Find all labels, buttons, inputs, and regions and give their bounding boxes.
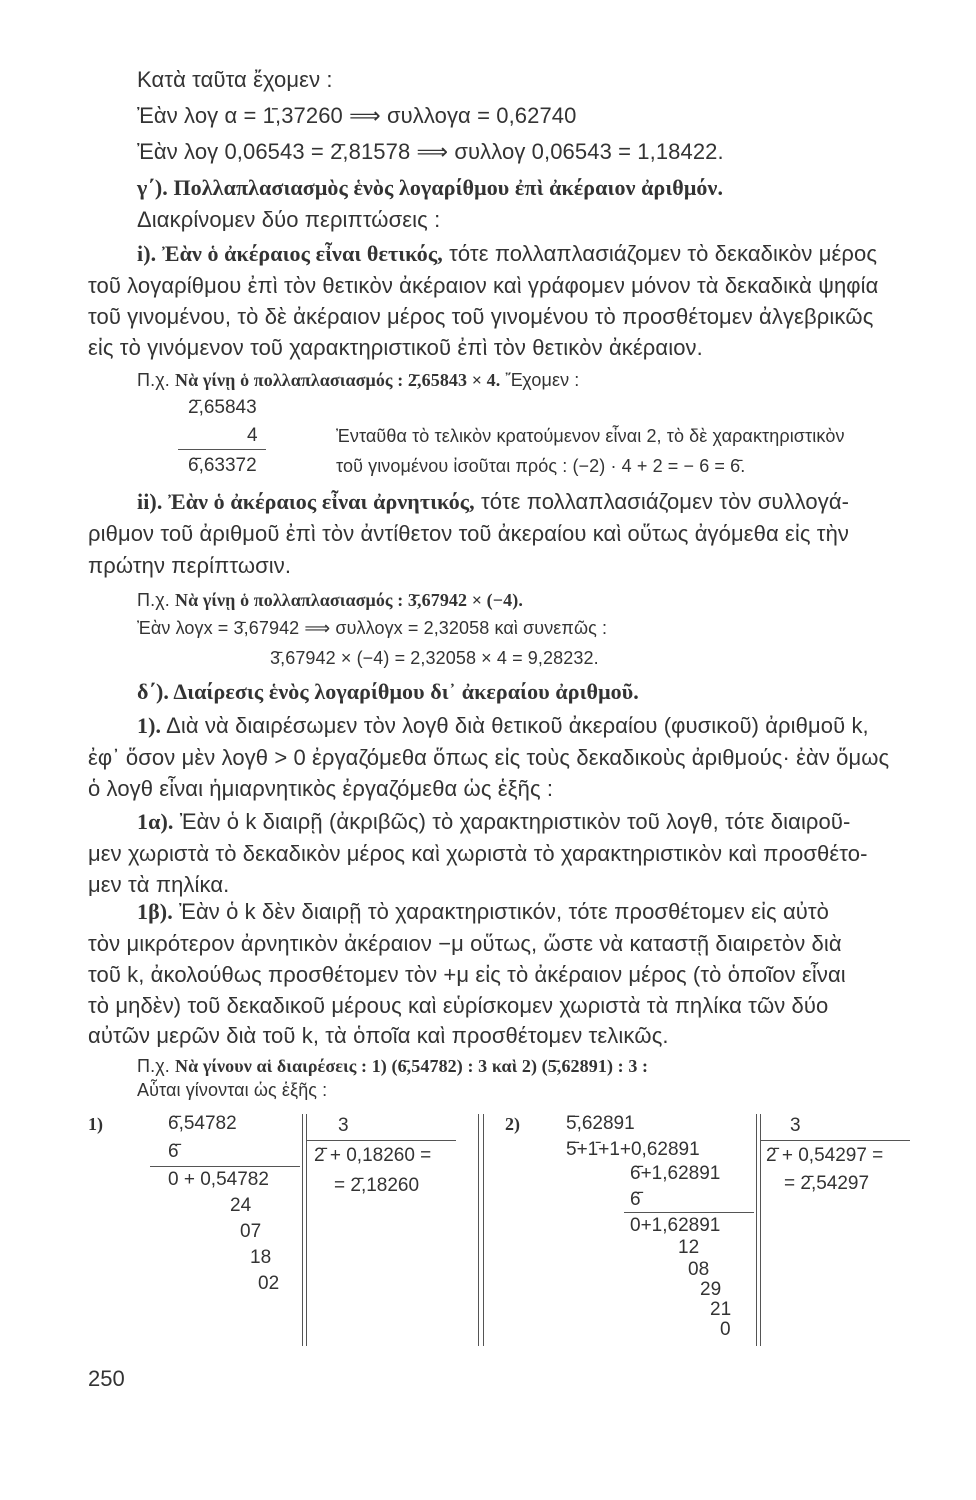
text-line: ὁ λογθ εἶναι ἡμιαρνητικὸς ἐργαζόμεθα ὡς ἑξῆς : (88, 776, 554, 801)
multiplier: 4 (247, 425, 258, 446)
division-label: 2) (505, 1114, 520, 1134)
partial-step: 29 (700, 1279, 722, 1300)
formula-line: Ἐὰν λογ 0,06543 = 2̄,81578 ⟹ συλλογ 0,06543 = 1,18422. (137, 139, 724, 164)
multiplicand: 2̄,65843 (188, 397, 257, 418)
column-separator (483, 1114, 484, 1346)
expansion-step: 5̄+1̄+1+0,62891 (566, 1139, 700, 1160)
column-separator (478, 1114, 479, 1346)
case-text: τότε πολλαπλασιάζομεν τὸ δεκαδικὸν μέρος (449, 241, 878, 266)
rule (150, 1166, 300, 1167)
case-text: τότε πολλαπλασιάζομεν τὸν συλλογά- (481, 489, 850, 514)
text-line: τοῦ γινομένου, τὸ δὲ ἀκέραιον μέρος τοῦ γινομένου τὸ προσθέτομεν ἀλγεβρικῶς (88, 304, 874, 329)
example-line (137, 368, 579, 392)
text-line (137, 808, 850, 836)
text-line: Αὗται γίνονται ὡς ἑξῆς : (137, 1080, 328, 1100)
text-line: τὸ μηδὲν) τοῦ δεκαδικοῦ μέρους καὶ εὑρίσκομεν χωριστὰ τὰ πηλίκα τῶν δύο (88, 993, 829, 1018)
section-heading: γ΄). Πολλαπλασιασμὸς ἑνὸς λογαρίθμου ἐπὶ ἀκέραιον ἀριθμόν. (137, 175, 724, 200)
text-line (137, 712, 869, 740)
note-line: τοῦ γινομένου ἰσοῦται πρός : (−2) · 4 + 2 = − 6 = 6̄. (336, 456, 746, 476)
divisor: 3 (790, 1115, 801, 1136)
case-label: 1β). (137, 899, 173, 924)
case-label: i). Ἐὰν ὁ ἀκέραιος εἶναι θετικός, (137, 241, 443, 266)
dividend: 6̄,54782 (168, 1113, 237, 1134)
formula-line: Ἐὰν λογx = 3̄,67942 ⟹ συλλογx = 2,32058 καὶ συνεπῶς : (137, 618, 608, 638)
text-line: πρώτην περίπτωσιν. (88, 553, 292, 578)
text-line: ριθμον τοῦ ἀριθμοῦ ἐπὶ τὸν ἀντίθετον τοῦ ἀκεραίου καὶ οὕτως ἀγόμεθα εἰς τὴν (88, 521, 850, 546)
text-line: Διακρίνομεν δύο περιπτώσεις : (137, 207, 441, 232)
text-line: ἐφ᾿ ὅσον μὲν λογθ > 0 ἐργαζόμεθα ὅπως εἰς τοὺς δεκαδικοὺς ἀριθμούς· ἐὰν ὅμως (88, 745, 890, 770)
example-line (137, 1054, 648, 1078)
case-text: Διὰ νὰ διαιρέσωμεν τὸν λογθ διὰ θετικοῦ ἀκεραίου (φυσικοῦ) ἀριθμοῦ k, (166, 713, 869, 738)
division-label: 1) (88, 1114, 103, 1134)
example-prefix: Π.χ. (137, 590, 170, 610)
rule (624, 1212, 754, 1213)
case-label: ii). Ἐὰν ὁ ἀκέραιος εἶναι ἀρνητικός, (137, 489, 475, 514)
formula-line: 3̄,67942 × (−4) = 2,32058 × 4 = 9,28232. (270, 648, 599, 668)
product: 6̄,63372 (188, 455, 257, 476)
quotient: 2̄ + 0,54297 = (766, 1145, 884, 1166)
rule (760, 1140, 910, 1141)
case-text: Ἐὰν ὁ k διαιρῇ (ἀκριβῶς) τὸ χαρακτηριστικὸν τοῦ λογθ, τότε διαιροῦ- (179, 809, 851, 834)
case-label: 1α). (137, 809, 174, 834)
division-bar (306, 1114, 307, 1346)
division-bar (302, 1114, 303, 1346)
partial-step: 12 (678, 1237, 700, 1258)
partial-step: 07 (240, 1221, 262, 1242)
text-line: μεν τὰ πηλίκα. (88, 872, 230, 897)
dividend: 5̄,62891 (566, 1113, 635, 1134)
example-line (137, 588, 523, 612)
section-heading: δ΄). Διαίρεσις ἑνὸς λογαρίθμου δι᾿ ἀκεραίου ἀριθμοῦ. (137, 679, 639, 704)
note-line: Ἐνταῦθα τὸ τελικὸν κρατούμενον εἶναι 2, τὸ δὲ χαρακτηριστικὸν (336, 426, 845, 446)
text-line (137, 898, 829, 926)
case-label: 1). (137, 713, 162, 738)
quotient-result: = 2̄,54297 (784, 1173, 870, 1194)
text-line: τὸν μικρότερον ἀρνητικὸν ἀκέραιον −μ οὕτως, ὥστε νὰ καταστῇ διαιρετὸν διὰ (88, 931, 842, 956)
example-statement: Νὰ γίνουν αἱ διαιρέσεις : 1) (6̄,54782) : 3 καὶ 2) (5̄,62891) : 3 : (174, 1056, 649, 1076)
subtrahend: 6̄ (630, 1189, 641, 1210)
division-bar (760, 1114, 761, 1346)
expansion-step: 6̄+1,62891 (630, 1163, 721, 1184)
partial-step: 24 (230, 1195, 252, 1216)
example-suffix: Ἔχομεν : (505, 370, 580, 390)
quotient: 2̄ + 0,18260 = (314, 1145, 432, 1166)
quotient-result: = 2̄,18260 (334, 1175, 420, 1196)
partial-step: 08 (688, 1259, 710, 1280)
partial-step: 02 (258, 1273, 280, 1294)
text-line: μεν χωριστὰ τὸ δεκαδικὸν μέρος καὶ χωριστὰ τὸ χαρακτηριστικὸν καὶ προσθέτο- (88, 841, 868, 866)
example-prefix: Π.χ. (137, 1056, 170, 1076)
divisor: 3 (338, 1115, 349, 1136)
text-line (137, 240, 877, 268)
text-line: τοῦ k, ἀκολούθως προσθέτομεν τὸν +μ εἰς τὸ ἀκέραιον μέρος (τὸ ὁποῖον εἶναι (88, 962, 846, 987)
formula-line: Ἐὰν λογ α = 1̄,37260 ⟹ συλλογα = 0,62740 (137, 103, 577, 128)
case-text: Ἐὰν ὁ k δὲν διαιρῇ τὸ χαρακτηριστικόν, τότε προσθέτομεν εἰς αὐτὸ (179, 899, 830, 924)
remainder: 0 + 0,54782 (168, 1169, 269, 1190)
partial-step: 21 (710, 1299, 732, 1320)
page-number: 250 (88, 1366, 125, 1391)
example-statement: Νὰ γίνῃ ὁ πολλαπλασιασμός : 2̄,65843 × 4. (174, 370, 501, 390)
division-bar (756, 1114, 757, 1346)
rule (178, 449, 266, 450)
partial-step: 0 (720, 1319, 731, 1340)
text-line: αὐτῶν μερῶν διὰ τοῦ k, τὰ ὁποῖα καὶ προσθέτομεν τελικῶς. (88, 1023, 669, 1048)
subtrahend: 6̄ (168, 1141, 179, 1162)
example-prefix: Π.χ. (137, 370, 170, 390)
text-line: τοῦ λογαρίθμου ἐπὶ τὸν θετικὸν ἀκέραιον καὶ γράφομεν μόνον τὰ δεκαδικὰ ψηφία (88, 273, 879, 298)
remainder: 0+1,62891 (630, 1215, 721, 1236)
text-line: Κατὰ ταῦτα ἔχομεν : (137, 67, 333, 92)
text-line: εἰς τὸ γινόμενον τοῦ χαρακτηριστικοῦ ἐπὶ τὸν θετικὸν ἀκέραιον. (88, 335, 703, 360)
partial-step: 18 (250, 1247, 272, 1268)
text-line (137, 488, 849, 516)
example-statement: Νὰ γίνῃ ὁ πολλαπλασιασμός : 3̄,67942 × (−4). (174, 590, 523, 610)
rule (306, 1140, 456, 1141)
